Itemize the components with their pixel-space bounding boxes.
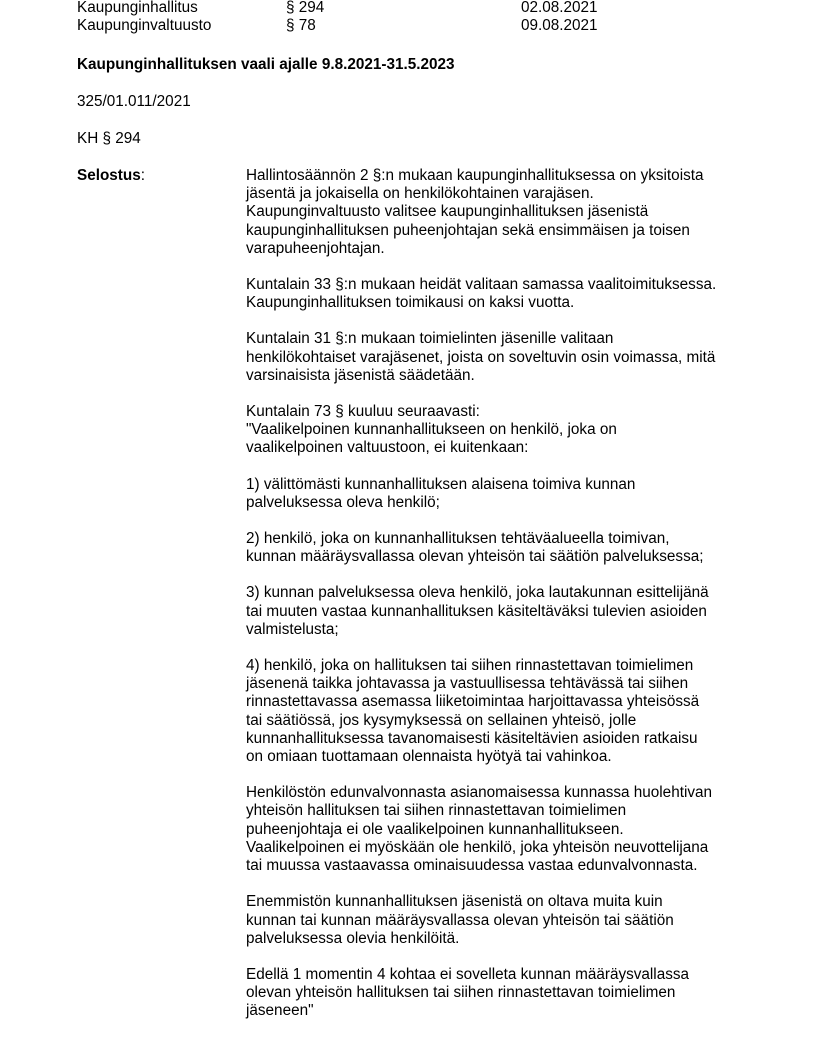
paragraph-line: 1) välittömästi kunnanhallituksen alaisena toimiva kunnan xyxy=(246,475,636,493)
kh-section-reference: KH § 294 xyxy=(77,130,141,147)
paragraph-line: tai säätiössä, jos kysymyksessä on sellainen yhteisö, jolle xyxy=(246,711,637,729)
paragraph-line: jäseneen" xyxy=(246,1002,314,1020)
paragraph-line: 3) kunnan palveluksessa oleva henkilö, joka lautakunnan esittelijänä xyxy=(246,584,709,602)
paragraph-line: 2) henkilö, joka on kunnanhallituksen tehtäväalueella toimivan, xyxy=(246,530,670,548)
paragraph-line: Kuntalain 31 §:n mukaan toimielinten jäsenille valitaan xyxy=(246,330,614,348)
paragraph-line: tai muuten vastaa kunnanhallituksen käsiteltäväksi tulevien asioiden xyxy=(246,602,707,620)
paragraph-line: Hallintosäännön 2 §:n mukaan kaupunginhallituksessa on yksitoista xyxy=(246,167,704,184)
paragraph-line: puheenjohtaja ei ole vaalikelpoinen kunnanhallitukseen. xyxy=(246,820,624,838)
paragraph-line: Henkilöstön edunvalvonnasta asianomaisessa kunnassa huolehtivan xyxy=(246,784,713,802)
paragraph-line: Kuntalain 73 § kuuluu seuraavasti: xyxy=(246,403,480,421)
paragraph-line: "Vaalikelpoinen kunnanhallitukseen on henkilö, joka on xyxy=(246,421,617,439)
paragraph-line: kunnan tai kunnan määräysvallassa olevan yhteisön tai säätiön xyxy=(246,911,674,929)
paragraph-line: Vaalikelpoinen ei myöskään ole henkilö, joka yhteisön neuvottelijana xyxy=(246,838,709,856)
meta-body-name: Kaupunginvaltuusto xyxy=(77,17,212,34)
paragraph-line: Enemmistön kunnanhallituksen jäsenistä on oltava muita kuin xyxy=(246,893,663,911)
paragraph-line: kunnan määräysvallassa olevan yhteisön tai säätiön palveluksessa; xyxy=(246,548,704,566)
selostus-paragraph xyxy=(246,893,766,948)
paragraph-line: vaalikelpoinen valtuustoon, ei kuitenkaan: xyxy=(246,439,529,457)
paragraph-line: tai muussa vastaavassa ominaisuudessa vastaa edunvalvonnasta. xyxy=(246,857,698,875)
paragraph-line: Kaupunginhallituksen toimikausi on kaksi vuotta. xyxy=(246,294,575,312)
paragraph-line: varsinaisista jäsenistä säädetään. xyxy=(246,366,475,384)
paragraph-line: jäsenenä taikka johtavassa ja vastuullisessa tehtävässä tai siihen xyxy=(246,675,689,693)
meta-date: 09.08.2021 xyxy=(521,17,598,34)
selostus-paragraph xyxy=(246,657,766,766)
paragraph-line: kaupunginhallituksen puheenjohtajan sekä ensimmäisen ja toisen xyxy=(246,221,690,239)
selostus-label-text: Selostus xyxy=(77,167,141,184)
paragraph-line: yhteisön hallituksen tai siihen rinnastettavan toimielimen xyxy=(246,802,627,820)
paragraph-line: jäsentä ja jokaisella on henkilökohtainen varajäsen. xyxy=(246,185,594,203)
paragraph-line: Edellä 1 momentin 4 kohtaa ei sovelleta kunnan määräysvallassa xyxy=(246,965,690,983)
selostus-paragraph xyxy=(246,403,766,458)
selostus-body xyxy=(246,167,766,1039)
paragraph-line: on omiaan tuottamaan olennaista hyötyä tai vahinkoa. xyxy=(246,748,612,766)
selostus-label xyxy=(77,167,145,185)
paragraph-line: palveluksessa olevia henkilöitä. xyxy=(246,929,460,947)
selostus-paragraph xyxy=(246,276,766,312)
paragraph-line: 4) henkilö, joka on hallituksen tai siihen rinnastettavan toimielimen xyxy=(246,657,694,675)
case-number: 325/01.011/2021 xyxy=(77,93,191,110)
selostus-paragraph xyxy=(246,167,766,258)
document-title: Kaupunginhallituksen vaali ajalle 9.8.2021-31.5.2023 xyxy=(77,56,455,73)
meta-date: 02.08.2021 xyxy=(521,0,598,16)
meta-section-number: § 78 xyxy=(286,17,316,34)
paragraph-line: Kaupunginvaltuusto valitsee kaupunginhallituksen jäsenistä xyxy=(246,203,649,221)
paragraph-line: henkilökohtaiset varajäsenet, joista on soveltuvin osin voimassa, mitä xyxy=(246,348,716,366)
paragraph-line: varapuheenjohtajan. xyxy=(246,239,385,257)
selostus-paragraph xyxy=(246,330,766,385)
selostus-paragraph xyxy=(246,584,766,639)
paragraph-line: kunnanhallituksessa tavanomaisesti käsiteltävien asioiden ratkaisu xyxy=(246,729,698,747)
paragraph-line: Kuntalain 33 §:n mukaan heidät valitaan samassa vaalitoimituksessa. xyxy=(246,276,717,294)
meta-section-number: § 294 xyxy=(286,0,325,16)
meta-body-name: Kaupunginhallitus xyxy=(77,0,198,16)
paragraph-line: olevan yhteisön hallituksen tai siihen rinnastettavan toimielimen xyxy=(246,984,676,1002)
paragraph-line: palveluksessa oleva henkilö; xyxy=(246,493,440,511)
paragraph-line: rinnastettavassa asemassa liiketoimintaa harjoittavassa yhteisössä xyxy=(246,693,700,711)
paragraph-line: valmistelusta; xyxy=(246,620,339,638)
selostus-paragraph xyxy=(246,476,766,512)
selostus-paragraph xyxy=(246,966,766,1021)
selostus-label-colon: : xyxy=(140,167,146,184)
selostus-paragraph xyxy=(246,784,766,875)
selostus-paragraph xyxy=(246,530,766,566)
